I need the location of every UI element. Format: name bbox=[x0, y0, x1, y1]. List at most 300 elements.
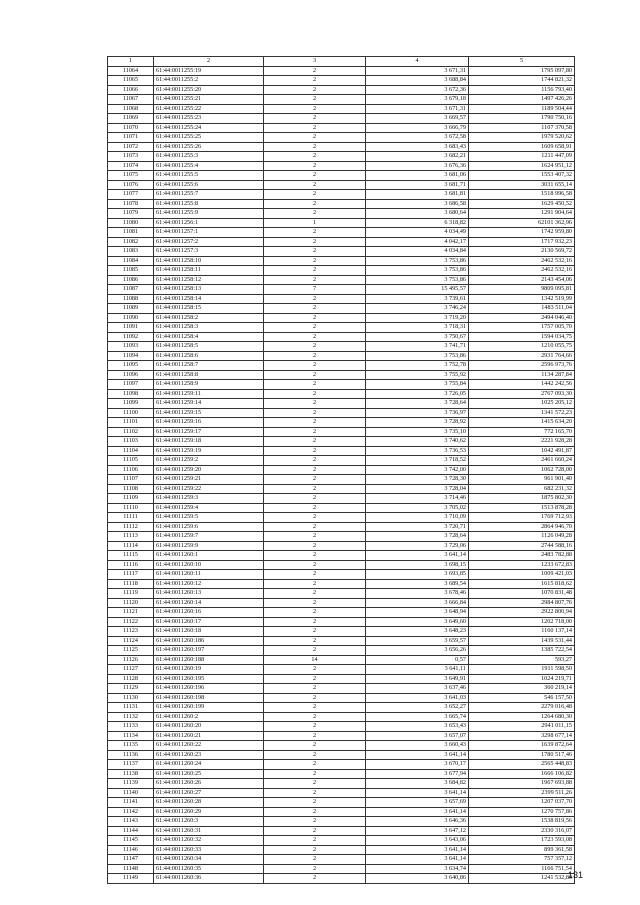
table-row bbox=[108, 389, 575, 399]
rate-cell: 3 746,24 bbox=[366, 304, 469, 314]
row-number-cell: 11116 bbox=[108, 560, 154, 570]
rate-cell: 3 736,53 bbox=[366, 446, 469, 456]
row-number-cell: 11068 bbox=[108, 104, 154, 114]
table-header-row bbox=[108, 57, 575, 67]
cadastral-number-cell: 61:44:0011260:196 bbox=[154, 684, 264, 694]
table-row bbox=[108, 798, 575, 808]
rate-cell: 3 741,71 bbox=[366, 342, 469, 352]
cadastral-number-cell: 61:44:0011258:3 bbox=[154, 323, 264, 333]
rate-cell: 3 688,84 bbox=[366, 76, 469, 86]
group-cell: 2 bbox=[264, 199, 366, 209]
value-cell: 2565 448,83 bbox=[469, 760, 575, 770]
value-cell: 1009 421,03 bbox=[469, 570, 575, 580]
cadastral-number-cell: 61:44:0011259:14 bbox=[154, 399, 264, 409]
rate-cell: 3 649,91 bbox=[366, 674, 469, 684]
table-row bbox=[108, 123, 575, 133]
group-cell: 2 bbox=[264, 76, 366, 86]
rate-cell: 3 641,14 bbox=[366, 855, 469, 865]
row-number-cell: 11147 bbox=[108, 855, 154, 865]
value-cell: 1629 450,52 bbox=[469, 199, 575, 209]
cadastral-number-cell: 61:44:0011260:27 bbox=[154, 788, 264, 798]
rate-cell: 3 678,46 bbox=[366, 589, 469, 599]
rate-cell: 3 726,05 bbox=[366, 389, 469, 399]
value-cell: 1070 831,48 bbox=[469, 589, 575, 599]
row-number-cell: 11148 bbox=[108, 864, 154, 874]
row-number-cell: 11083 bbox=[108, 247, 154, 257]
cadastral-value-table bbox=[107, 56, 575, 884]
value-cell: 2399 511,26 bbox=[469, 788, 575, 798]
rate-cell: 3 682,21 bbox=[366, 152, 469, 162]
group-cell: 2 bbox=[264, 608, 366, 618]
table-row bbox=[108, 180, 575, 190]
rate-cell: 3 672,58 bbox=[366, 133, 469, 143]
value-cell: 961 901,40 bbox=[469, 475, 575, 485]
row-number-cell: 11078 bbox=[108, 199, 154, 209]
table-row bbox=[108, 418, 575, 428]
group-cell: 2 bbox=[264, 437, 366, 447]
cadastral-number-cell: 61:44:0011255:8 bbox=[154, 199, 264, 209]
cadastral-number-cell: 61:44:0011255:9 bbox=[154, 209, 264, 219]
group-cell: 2 bbox=[264, 294, 366, 304]
value-cell: 2462 532,16 bbox=[469, 266, 575, 276]
value-cell: 1518 996,58 bbox=[469, 190, 575, 200]
group-cell: 2 bbox=[264, 95, 366, 105]
cadastral-number-cell: 61:44:0011260:36 bbox=[154, 874, 264, 884]
row-number-cell: 11065 bbox=[108, 76, 154, 86]
group-cell: 2 bbox=[264, 484, 366, 494]
value-cell: 1513 878,28 bbox=[469, 503, 575, 513]
table-row bbox=[108, 627, 575, 637]
cadastral-number-cell: 61:44:0011257:1 bbox=[154, 228, 264, 238]
cadastral-number-cell: 61:44:0011258:9 bbox=[154, 380, 264, 390]
table-row bbox=[108, 807, 575, 817]
row-number-cell: 11117 bbox=[108, 570, 154, 580]
value-cell: 2279 016,48 bbox=[469, 703, 575, 713]
value-cell: 2931 764,66 bbox=[469, 351, 575, 361]
rate-cell: 3 641,11 bbox=[366, 665, 469, 675]
rate-cell: 3 681,71 bbox=[366, 180, 469, 190]
table-row bbox=[108, 399, 575, 409]
table-row bbox=[108, 741, 575, 751]
row-number-cell: 11092 bbox=[108, 332, 154, 342]
group-cell: 2 bbox=[264, 380, 366, 390]
value-cell: 1742 959,80 bbox=[469, 228, 575, 238]
rate-cell: 6 318,82 bbox=[366, 218, 469, 228]
row-number-cell: 11086 bbox=[108, 275, 154, 285]
group-cell: 2 bbox=[264, 627, 366, 637]
group-cell: 2 bbox=[264, 807, 366, 817]
value-cell: 757 357,12 bbox=[469, 855, 575, 865]
group-cell: 2 bbox=[264, 418, 366, 428]
value-cell: 62101 362,96 bbox=[469, 218, 575, 228]
table-row bbox=[108, 199, 575, 209]
group-cell: 2 bbox=[264, 332, 366, 342]
value-cell: 1615 818,62 bbox=[469, 579, 575, 589]
value-cell: 1967 693,88 bbox=[469, 779, 575, 789]
row-number-cell: 11111 bbox=[108, 513, 154, 523]
group-cell: 2 bbox=[264, 817, 366, 827]
rate-cell: 3 666,79 bbox=[366, 123, 469, 133]
table-row bbox=[108, 85, 575, 95]
group-cell: 2 bbox=[264, 551, 366, 561]
group-cell: 2 bbox=[264, 503, 366, 513]
cadastral-number-cell: 61:44:0011259:18 bbox=[154, 437, 264, 447]
cadastral-number-cell: 61:44:0011258:7 bbox=[154, 361, 264, 371]
group-cell: 2 bbox=[264, 351, 366, 361]
rate-cell: 3 680,64 bbox=[366, 209, 469, 219]
value-cell: 1160 137,14 bbox=[469, 627, 575, 637]
value-cell: 1291 904,64 bbox=[469, 209, 575, 219]
row-number-cell: 11080 bbox=[108, 218, 154, 228]
table-row bbox=[108, 294, 575, 304]
rate-cell: 3 671,31 bbox=[366, 104, 469, 114]
group-cell: 2 bbox=[264, 570, 366, 580]
rate-cell: 3 742,00 bbox=[366, 465, 469, 475]
rate-cell: 3 641,14 bbox=[366, 845, 469, 855]
row-number-cell: 11098 bbox=[108, 389, 154, 399]
row-number-cell: 11112 bbox=[108, 522, 154, 532]
table-row bbox=[108, 522, 575, 532]
table-row bbox=[108, 731, 575, 741]
row-number-cell: 11090 bbox=[108, 313, 154, 323]
row-number-cell: 11108 bbox=[108, 484, 154, 494]
rate-cell: 3 659,57 bbox=[366, 636, 469, 646]
cadastral-number-cell: 61:44:0011260:186 bbox=[154, 636, 264, 646]
table-row bbox=[108, 532, 575, 542]
cadastral-number-cell: 61:44:0011260:11 bbox=[154, 570, 264, 580]
row-number-cell: 11123 bbox=[108, 627, 154, 637]
cadastral-number-cell: 61:44:0011259:9 bbox=[154, 541, 264, 551]
table-row bbox=[108, 237, 575, 247]
cadastral-number-cell: 61:44:0011259:17 bbox=[154, 427, 264, 437]
table-row bbox=[108, 722, 575, 732]
rate-cell: 3 677,94 bbox=[366, 769, 469, 779]
group-cell: 2 bbox=[264, 684, 366, 694]
table-row bbox=[108, 579, 575, 589]
cadastral-number-cell: 61:44:0011260:10 bbox=[154, 560, 264, 570]
table-row bbox=[108, 408, 575, 418]
group-cell: 2 bbox=[264, 446, 366, 456]
table-row bbox=[108, 484, 575, 494]
group-cell: 2 bbox=[264, 104, 366, 114]
cadastral-number-cell: 61:44:0011260:12 bbox=[154, 579, 264, 589]
value-cell: 2767 093,30 bbox=[469, 389, 575, 399]
cadastral-number-cell: 61:44:0011255:19 bbox=[154, 66, 264, 76]
value-cell: 682 231,32 bbox=[469, 484, 575, 494]
row-number-cell: 11085 bbox=[108, 266, 154, 276]
rate-cell: 3 643,06 bbox=[366, 836, 469, 846]
cadastral-number-cell: 61:44:0011260:31 bbox=[154, 826, 264, 836]
group-cell: 2 bbox=[264, 674, 366, 684]
group-cell: 2 bbox=[264, 399, 366, 409]
value-cell: 2143 454,06 bbox=[469, 275, 575, 285]
rate-cell: 3 660,43 bbox=[366, 741, 469, 751]
group-cell: 1 bbox=[264, 218, 366, 228]
group-cell: 2 bbox=[264, 513, 366, 523]
table-row bbox=[108, 313, 575, 323]
value-cell: 546 157,50 bbox=[469, 693, 575, 703]
cadastral-number-cell: 61:44:0011260:26 bbox=[154, 779, 264, 789]
rate-cell: 3 753,86 bbox=[366, 351, 469, 361]
value-cell: 9809 095,81 bbox=[469, 285, 575, 295]
row-number-cell: 11094 bbox=[108, 351, 154, 361]
group-cell: 2 bbox=[264, 826, 366, 836]
table-row bbox=[108, 494, 575, 504]
table-row bbox=[108, 665, 575, 675]
group-cell: 2 bbox=[264, 703, 366, 713]
table-row bbox=[108, 190, 575, 200]
row-number-cell: 11066 bbox=[108, 85, 154, 95]
rate-cell: 3 641,14 bbox=[366, 750, 469, 760]
group-cell: 2 bbox=[264, 427, 366, 437]
value-cell: 2494 046,40 bbox=[469, 313, 575, 323]
table-row bbox=[108, 275, 575, 285]
group-cell: 2 bbox=[264, 161, 366, 171]
table-row bbox=[108, 836, 575, 846]
column-header: 2 bbox=[154, 57, 264, 67]
rate-cell: 3 720,71 bbox=[366, 522, 469, 532]
value-cell: 1639 872,64 bbox=[469, 741, 575, 751]
table-row bbox=[108, 351, 575, 361]
cadastral-number-cell: 61:44:0011260:199 bbox=[154, 703, 264, 713]
table-row bbox=[108, 864, 575, 874]
group-cell: 2 bbox=[264, 494, 366, 504]
column-header: 5 bbox=[469, 57, 575, 67]
value-cell: 1553 407,32 bbox=[469, 171, 575, 181]
value-cell: 3031 655,14 bbox=[469, 180, 575, 190]
value-cell: 1497 426,26 bbox=[469, 95, 575, 105]
rate-cell: 3 753,86 bbox=[366, 275, 469, 285]
value-cell: 1795 097,80 bbox=[469, 66, 575, 76]
cadastral-number-cell: 61:44:0011255:21 bbox=[154, 95, 264, 105]
table-row bbox=[108, 779, 575, 789]
cadastral-number-cell: 61:44:0011260:35 bbox=[154, 864, 264, 874]
cadastral-number-cell: 61:44:0011259:16 bbox=[154, 418, 264, 428]
row-number-cell: 11139 bbox=[108, 779, 154, 789]
table-row bbox=[108, 285, 575, 295]
rate-cell: 3 671,31 bbox=[366, 66, 469, 76]
row-number-cell: 11126 bbox=[108, 655, 154, 665]
value-cell: 1744 821,32 bbox=[469, 76, 575, 86]
table-row bbox=[108, 446, 575, 456]
cadastral-number-cell: 61:44:0011260:33 bbox=[154, 845, 264, 855]
table-row bbox=[108, 475, 575, 485]
cadastral-number-cell: 61:44:0011258:8 bbox=[154, 370, 264, 380]
row-number-cell: 11125 bbox=[108, 646, 154, 656]
row-number-cell: 11109 bbox=[108, 494, 154, 504]
value-cell: 1207 037,70 bbox=[469, 798, 575, 808]
cadastral-number-cell: 61:44:0011259:22 bbox=[154, 484, 264, 494]
cadastral-number-cell: 61:44:0011259:6 bbox=[154, 522, 264, 532]
cadastral-number-cell: 61:44:0011260:22 bbox=[154, 741, 264, 751]
row-number-cell: 11138 bbox=[108, 769, 154, 779]
table-row bbox=[108, 247, 575, 257]
row-number-cell: 11107 bbox=[108, 475, 154, 485]
cadastral-number-cell: 61:44:0011259:15 bbox=[154, 408, 264, 418]
rate-cell: 3 679,18 bbox=[366, 95, 469, 105]
group-cell: 2 bbox=[264, 541, 366, 551]
group-cell: 2 bbox=[264, 66, 366, 76]
rate-cell: 3 652,27 bbox=[366, 703, 469, 713]
rate-cell: 3 752,78 bbox=[366, 361, 469, 371]
row-number-cell: 11146 bbox=[108, 845, 154, 855]
group-cell: 2 bbox=[264, 836, 366, 846]
table-row bbox=[108, 456, 575, 466]
group-cell: 2 bbox=[264, 864, 366, 874]
value-cell: 1666 106,82 bbox=[469, 769, 575, 779]
cadastral-number-cell: 61:44:0011260:20 bbox=[154, 722, 264, 732]
value-cell: 1211 447,09 bbox=[469, 152, 575, 162]
value-cell: 1166 751,54 bbox=[469, 864, 575, 874]
group-cell: 2 bbox=[264, 180, 366, 190]
table-row bbox=[108, 769, 575, 779]
row-number-cell: 11091 bbox=[108, 323, 154, 333]
rate-cell: 3 648,23 bbox=[366, 627, 469, 637]
rate-cell: 3 718,31 bbox=[366, 323, 469, 333]
row-number-cell: 11076 bbox=[108, 180, 154, 190]
cadastral-number-cell: 61:44:0011258:15 bbox=[154, 304, 264, 314]
cadastral-number-cell: 61:44:0011255:20 bbox=[154, 85, 264, 95]
row-number-cell: 11130 bbox=[108, 693, 154, 703]
table-row bbox=[108, 104, 575, 114]
row-number-cell: 11070 bbox=[108, 123, 154, 133]
group-cell: 2 bbox=[264, 532, 366, 542]
rate-cell: 3 681,81 bbox=[366, 190, 469, 200]
group-cell: 7 bbox=[264, 285, 366, 295]
table-row bbox=[108, 608, 575, 618]
cadastral-number-cell: 61:44:0011260:19 bbox=[154, 665, 264, 675]
table-row bbox=[108, 76, 575, 86]
rate-cell: 3 698,15 bbox=[366, 560, 469, 570]
row-number-cell: 11135 bbox=[108, 741, 154, 751]
rate-cell: 3 672,36 bbox=[366, 85, 469, 95]
rate-cell: 3 641,14 bbox=[366, 807, 469, 817]
cadastral-number-cell: 61:44:0011260:13 bbox=[154, 589, 264, 599]
cadastral-number-cell: 61:44:0011255:25 bbox=[154, 133, 264, 143]
group-cell: 2 bbox=[264, 741, 366, 751]
row-number-cell: 11079 bbox=[108, 209, 154, 219]
cadastral-number-cell: 61:44:0011260:188 bbox=[154, 655, 264, 665]
row-number-cell: 11095 bbox=[108, 361, 154, 371]
rate-cell: 0,57 bbox=[366, 655, 469, 665]
row-number-cell: 11087 bbox=[108, 285, 154, 295]
cadastral-number-cell: 61:44:0011255:5 bbox=[154, 171, 264, 181]
row-number-cell: 11124 bbox=[108, 636, 154, 646]
value-cell: 1717 932,23 bbox=[469, 237, 575, 247]
value-cell: 1385 722,54 bbox=[469, 646, 575, 656]
group-cell: 2 bbox=[264, 190, 366, 200]
table-body bbox=[108, 66, 575, 883]
rate-cell: 3 641,03 bbox=[366, 693, 469, 703]
group-cell: 2 bbox=[264, 560, 366, 570]
cadastral-number-cell: 61:44:0011260:34 bbox=[154, 855, 264, 865]
value-cell: 1483 511,04 bbox=[469, 304, 575, 314]
row-number-cell: 11102 bbox=[108, 427, 154, 437]
rate-cell: 3 718,52 bbox=[366, 456, 469, 466]
group-cell: 2 bbox=[264, 408, 366, 418]
row-number-cell: 11144 bbox=[108, 826, 154, 836]
rate-cell: 3 753,86 bbox=[366, 266, 469, 276]
value-cell: 1156 793,40 bbox=[469, 85, 575, 95]
rate-cell: 3 681,06 bbox=[366, 171, 469, 181]
rate-cell: 3 634,74 bbox=[366, 864, 469, 874]
rate-cell: 3 641,14 bbox=[366, 788, 469, 798]
table-row bbox=[108, 788, 575, 798]
value-cell: 1757 005,70 bbox=[469, 323, 575, 333]
row-number-cell: 11072 bbox=[108, 142, 154, 152]
cadastral-number-cell: 61:44:0011260:29 bbox=[154, 807, 264, 817]
cadastral-number-cell: 61:44:0011260:16 bbox=[154, 608, 264, 618]
table-row bbox=[108, 142, 575, 152]
rate-cell: 3 676,36 bbox=[366, 161, 469, 171]
value-cell: 1911 598,50 bbox=[469, 665, 575, 675]
table-row bbox=[108, 684, 575, 694]
value-cell: 1442 242,56 bbox=[469, 380, 575, 390]
table-row bbox=[108, 256, 575, 266]
cadastral-number-cell: 61:44:0011260:198 bbox=[154, 693, 264, 703]
table-row bbox=[108, 114, 575, 124]
cadastral-number-cell: 61:44:0011258:6 bbox=[154, 351, 264, 361]
group-cell: 2 bbox=[264, 123, 366, 133]
rate-cell: 3 755,92 bbox=[366, 370, 469, 380]
rate-cell: 3 729,06 bbox=[366, 541, 469, 551]
value-cell: 772 165,70 bbox=[469, 427, 575, 437]
row-number-cell: 11106 bbox=[108, 465, 154, 475]
row-number-cell: 11073 bbox=[108, 152, 154, 162]
row-number-cell: 11145 bbox=[108, 836, 154, 846]
row-number-cell: 11101 bbox=[108, 418, 154, 428]
cadastral-number-cell: 61:44:0011260:18 bbox=[154, 627, 264, 637]
table-row bbox=[108, 845, 575, 855]
group-cell: 2 bbox=[264, 465, 366, 475]
value-cell: 1024 219,71 bbox=[469, 674, 575, 684]
cadastral-number-cell: 61:44:0011255:26 bbox=[154, 142, 264, 152]
table-row bbox=[108, 161, 575, 171]
rate-cell: 3 665,74 bbox=[366, 712, 469, 722]
value-cell: 1107 370,58 bbox=[469, 123, 575, 133]
group-cell: 2 bbox=[264, 855, 366, 865]
rate-cell: 3 739,61 bbox=[366, 294, 469, 304]
cadastral-number-cell: 61:44:0011259:2 bbox=[154, 456, 264, 466]
row-number-cell: 11118 bbox=[108, 579, 154, 589]
value-cell: 2461 660,24 bbox=[469, 456, 575, 466]
value-cell: 3298 677,14 bbox=[469, 731, 575, 741]
group-cell: 2 bbox=[264, 266, 366, 276]
row-number-cell: 11136 bbox=[108, 750, 154, 760]
table-row bbox=[108, 209, 575, 219]
rate-cell: 3 736,97 bbox=[366, 408, 469, 418]
row-number-cell: 11149 bbox=[108, 874, 154, 884]
value-cell: 1134 287,84 bbox=[469, 370, 575, 380]
rate-cell: 3 728,92 bbox=[366, 418, 469, 428]
cadastral-number-cell: 61:44:0011258:12 bbox=[154, 275, 264, 285]
value-cell: 2221 928,28 bbox=[469, 437, 575, 447]
rate-cell: 3 666,84 bbox=[366, 598, 469, 608]
cadastral-number-cell: 61:44:0011259:4 bbox=[154, 503, 264, 513]
group-cell: 2 bbox=[264, 237, 366, 247]
group-cell: 2 bbox=[264, 693, 366, 703]
row-number-cell: 11069 bbox=[108, 114, 154, 124]
row-number-cell: 11133 bbox=[108, 722, 154, 732]
row-number-cell: 11077 bbox=[108, 190, 154, 200]
value-cell: 1042 491,87 bbox=[469, 446, 575, 456]
table-row bbox=[108, 826, 575, 836]
group-cell: 2 bbox=[264, 646, 366, 656]
row-number-cell: 11142 bbox=[108, 807, 154, 817]
group-cell: 2 bbox=[264, 598, 366, 608]
value-cell: 1609 658,91 bbox=[469, 142, 575, 152]
table-row bbox=[108, 541, 575, 551]
